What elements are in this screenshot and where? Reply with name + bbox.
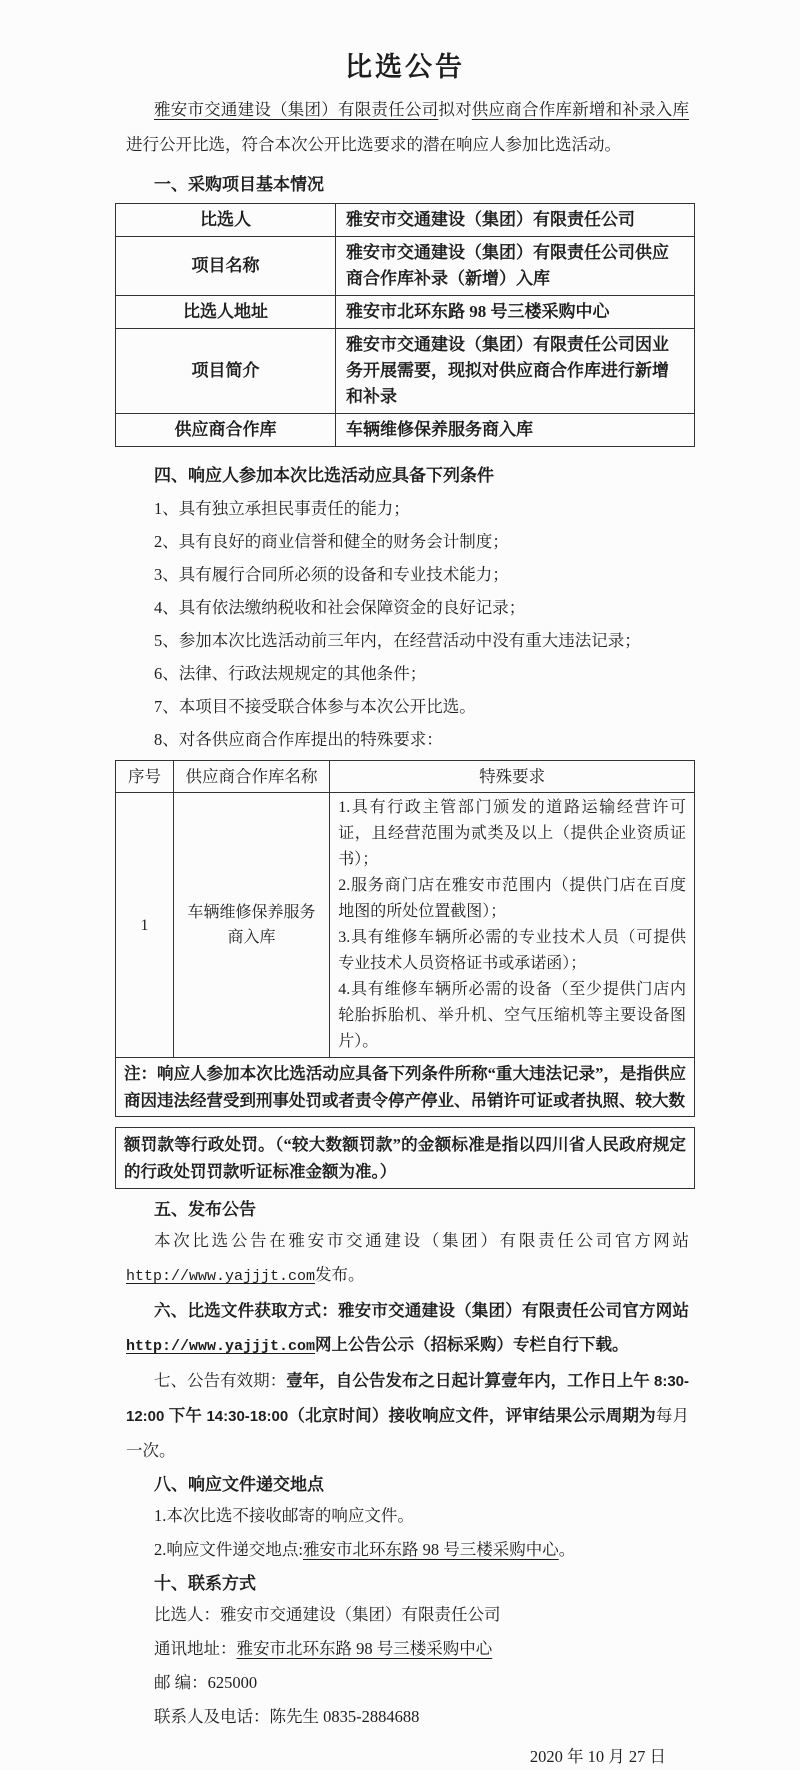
row-label: 项目名称 bbox=[116, 237, 336, 296]
table-row bbox=[116, 414, 695, 447]
intro-mid: 拟对 bbox=[438, 100, 472, 119]
basic-info-table bbox=[115, 203, 695, 447]
row-label: 比选人地址 bbox=[116, 296, 336, 329]
seq-cell: 1 bbox=[116, 793, 174, 1058]
validity-text-3: （北京时间）接收响应文件，评审结果公示周期为 bbox=[288, 1406, 656, 1425]
website-url[interactable]: http://www.yajjjt.com bbox=[126, 1268, 316, 1285]
requirement-line: 2.服务商门店在雅安市范围内（提供门店在百度地图的所处位置截图）； bbox=[338, 877, 686, 920]
note-continuation-box: 额罚款等行政处罚。（“较大数额罚款”的金额标准是指以四川省人民政府规定的行政处罚罚款听证标准金额为准。） bbox=[115, 1127, 695, 1189]
validity-text-2: 下午 bbox=[164, 1406, 207, 1425]
requirements-cell bbox=[330, 793, 695, 1058]
contact-address: 雅安市北环东路 98 号三楼采购中心 bbox=[236, 1639, 493, 1658]
requirement-line: 3.具有维修车辆所必需的专业技术人员（可提供专业技术人员资格证书或承诺函）； bbox=[338, 929, 686, 972]
section-heading-6-inline: 六、比选文件获取方式： bbox=[154, 1301, 338, 1320]
special-requirements-table bbox=[115, 760, 695, 1117]
condition-item: 4、具有依法缴纳税收和社会保障资金的良好记录； bbox=[154, 598, 526, 617]
submission-suffix: 。 bbox=[558, 1540, 576, 1559]
obtain-text: 雅安市交通建设（集团）有限责任公司官方网站 bbox=[337, 1301, 690, 1320]
publish-text: 本次比选公告在雅安市交通建设（集团）有限责任公司官方网站 bbox=[154, 1231, 689, 1250]
contact-address-label: 通讯地址： bbox=[154, 1639, 237, 1658]
section-heading-10: 十、联系方式 bbox=[154, 1574, 256, 1593]
condition-item: 5、参加本次比选活动前三年内，在经营活动中没有重大违法记录； bbox=[154, 631, 641, 650]
row-value: 雅安市交通建设（集团）有限责任公司供应商合作库补录（新增）入库 bbox=[336, 237, 695, 296]
requirement-line: 4.具有维修车辆所必需的设备（至少提供门店内轮胎拆胎机、举升机、空气压缩机等主要设备图片）。 bbox=[338, 981, 686, 1050]
row-value: 雅安市北环东路 98 号三楼采购中心 bbox=[336, 296, 695, 329]
table-note-row bbox=[116, 1058, 695, 1117]
validity-paragraph bbox=[126, 1364, 689, 1468]
contact-bidder-line: 比选人：雅安市交通建设（集团）有限责任公司 bbox=[154, 1605, 501, 1624]
section-heading-8: 八、响应文件递交地点 bbox=[154, 1475, 324, 1494]
table-row bbox=[116, 204, 695, 237]
library-name-cell: 车辆维修保养服务商入库 bbox=[173, 793, 329, 1058]
table-row bbox=[116, 296, 695, 329]
table-row bbox=[116, 329, 695, 414]
table-note: 注：响应人参加本次比选活动应具备下列条件所称“重大违法记录”，是指供应商因违法经营受到刑事处罚或者责令停产停业、吊销许可证或者执照、较大数 bbox=[116, 1058, 695, 1117]
col-header-seq: 序号 bbox=[116, 761, 174, 793]
condition-item: 2、具有良好的商业信誉和健全的财务会计制度； bbox=[154, 532, 509, 551]
time-morning: 8:30-12:00 bbox=[126, 1373, 690, 1425]
time-afternoon: 14:30-18:00 bbox=[206, 1408, 289, 1425]
validity-text-4: 每月一次。 bbox=[126, 1406, 690, 1460]
contact-phone-line: 联系人及电话：陈先生 0835-2884688 bbox=[154, 1707, 420, 1726]
condition-item: 7、本项目不接受联合体参与本次公开比选。 bbox=[154, 697, 476, 716]
contact-postcode-line: 邮 编：625000 bbox=[154, 1673, 258, 1692]
row-label: 项目简介 bbox=[116, 329, 336, 414]
condition-item: 3、具有履行合同所必须的设备和专业技术能力； bbox=[154, 565, 509, 584]
table-row bbox=[116, 793, 695, 1058]
row-label: 比选人 bbox=[116, 204, 336, 237]
submission-prefix: 2.响应文件递交地点: bbox=[154, 1540, 303, 1559]
submission-item: 1.本次比选不接收邮寄的响应文件。 bbox=[154, 1506, 414, 1525]
col-header-name: 供应商合作库名称 bbox=[173, 761, 329, 793]
obtain-documents-paragraph bbox=[126, 1294, 689, 1364]
publish-paragraph bbox=[126, 1224, 689, 1294]
table-header-row bbox=[116, 761, 695, 793]
website-url-2[interactable]: http://www.yajjjt.com bbox=[126, 1338, 316, 1355]
condition-item: 1、具有独立承担民事责任的能力； bbox=[154, 499, 410, 518]
condition-list bbox=[115, 496, 695, 752]
section-heading-5: 五、发布公告 bbox=[154, 1200, 256, 1219]
row-value: 雅安市交通建设（集团）有限责任公司因业务开展需要，现拟对供应商合作库进行新增和补录 bbox=[336, 329, 695, 414]
obtain-text-after: 网上公告公示（招标采购）专栏自行下载。 bbox=[315, 1335, 629, 1354]
col-header-requirements: 特殊要求 bbox=[330, 761, 695, 793]
intro-paragraph bbox=[126, 92, 689, 162]
condition-item: 8、对各供应商合作库提出的特殊要求： bbox=[154, 730, 443, 749]
section-heading-7-inline: 七、公告有效期： bbox=[154, 1371, 287, 1390]
intro-rest: 进行公开比选，符合本次公开比选要求的潜在响应人参加比选活动。 bbox=[126, 135, 621, 154]
intro-company: 雅安市交通建设（集团）有限责任公司 bbox=[154, 100, 439, 119]
row-value: 雅安市交通建设（集团）有限责任公司 bbox=[336, 204, 695, 237]
contact-address-line bbox=[154, 1632, 689, 1666]
publish-text-after: 发布。 bbox=[315, 1265, 365, 1284]
doc-title: 比选公告 bbox=[345, 52, 465, 82]
intro-target: 供应商合作库新增和补录入库 bbox=[471, 100, 690, 119]
row-label: 供应商合作库 bbox=[116, 414, 336, 447]
submission-address: 雅安市北环东路 98 号三楼采购中心 bbox=[302, 1540, 559, 1559]
requirement-line: 1.具有行政主管部门颁发的道路运输经营许可证，且经营范围为贰类及以上（提供企业资质证书）； bbox=[338, 799, 686, 868]
table-row bbox=[116, 237, 695, 296]
row-value: 车辆维修保养服务商入库 bbox=[336, 414, 695, 447]
section-heading-1: 一、采购项目基本情况 bbox=[154, 175, 324, 194]
announcement-date: 2020 年 10 月 27 日 bbox=[529, 1747, 666, 1766]
condition-item: 6、法律、行政法规规定的其他条件； bbox=[154, 664, 427, 683]
section-heading-4: 四、响应人参加本次比选活动应具备下列条件 bbox=[154, 466, 494, 485]
validity-text-1: 壹年，自公告发布之日起计算壹年内，工作日上午 bbox=[286, 1371, 654, 1390]
submission-item bbox=[154, 1533, 689, 1567]
